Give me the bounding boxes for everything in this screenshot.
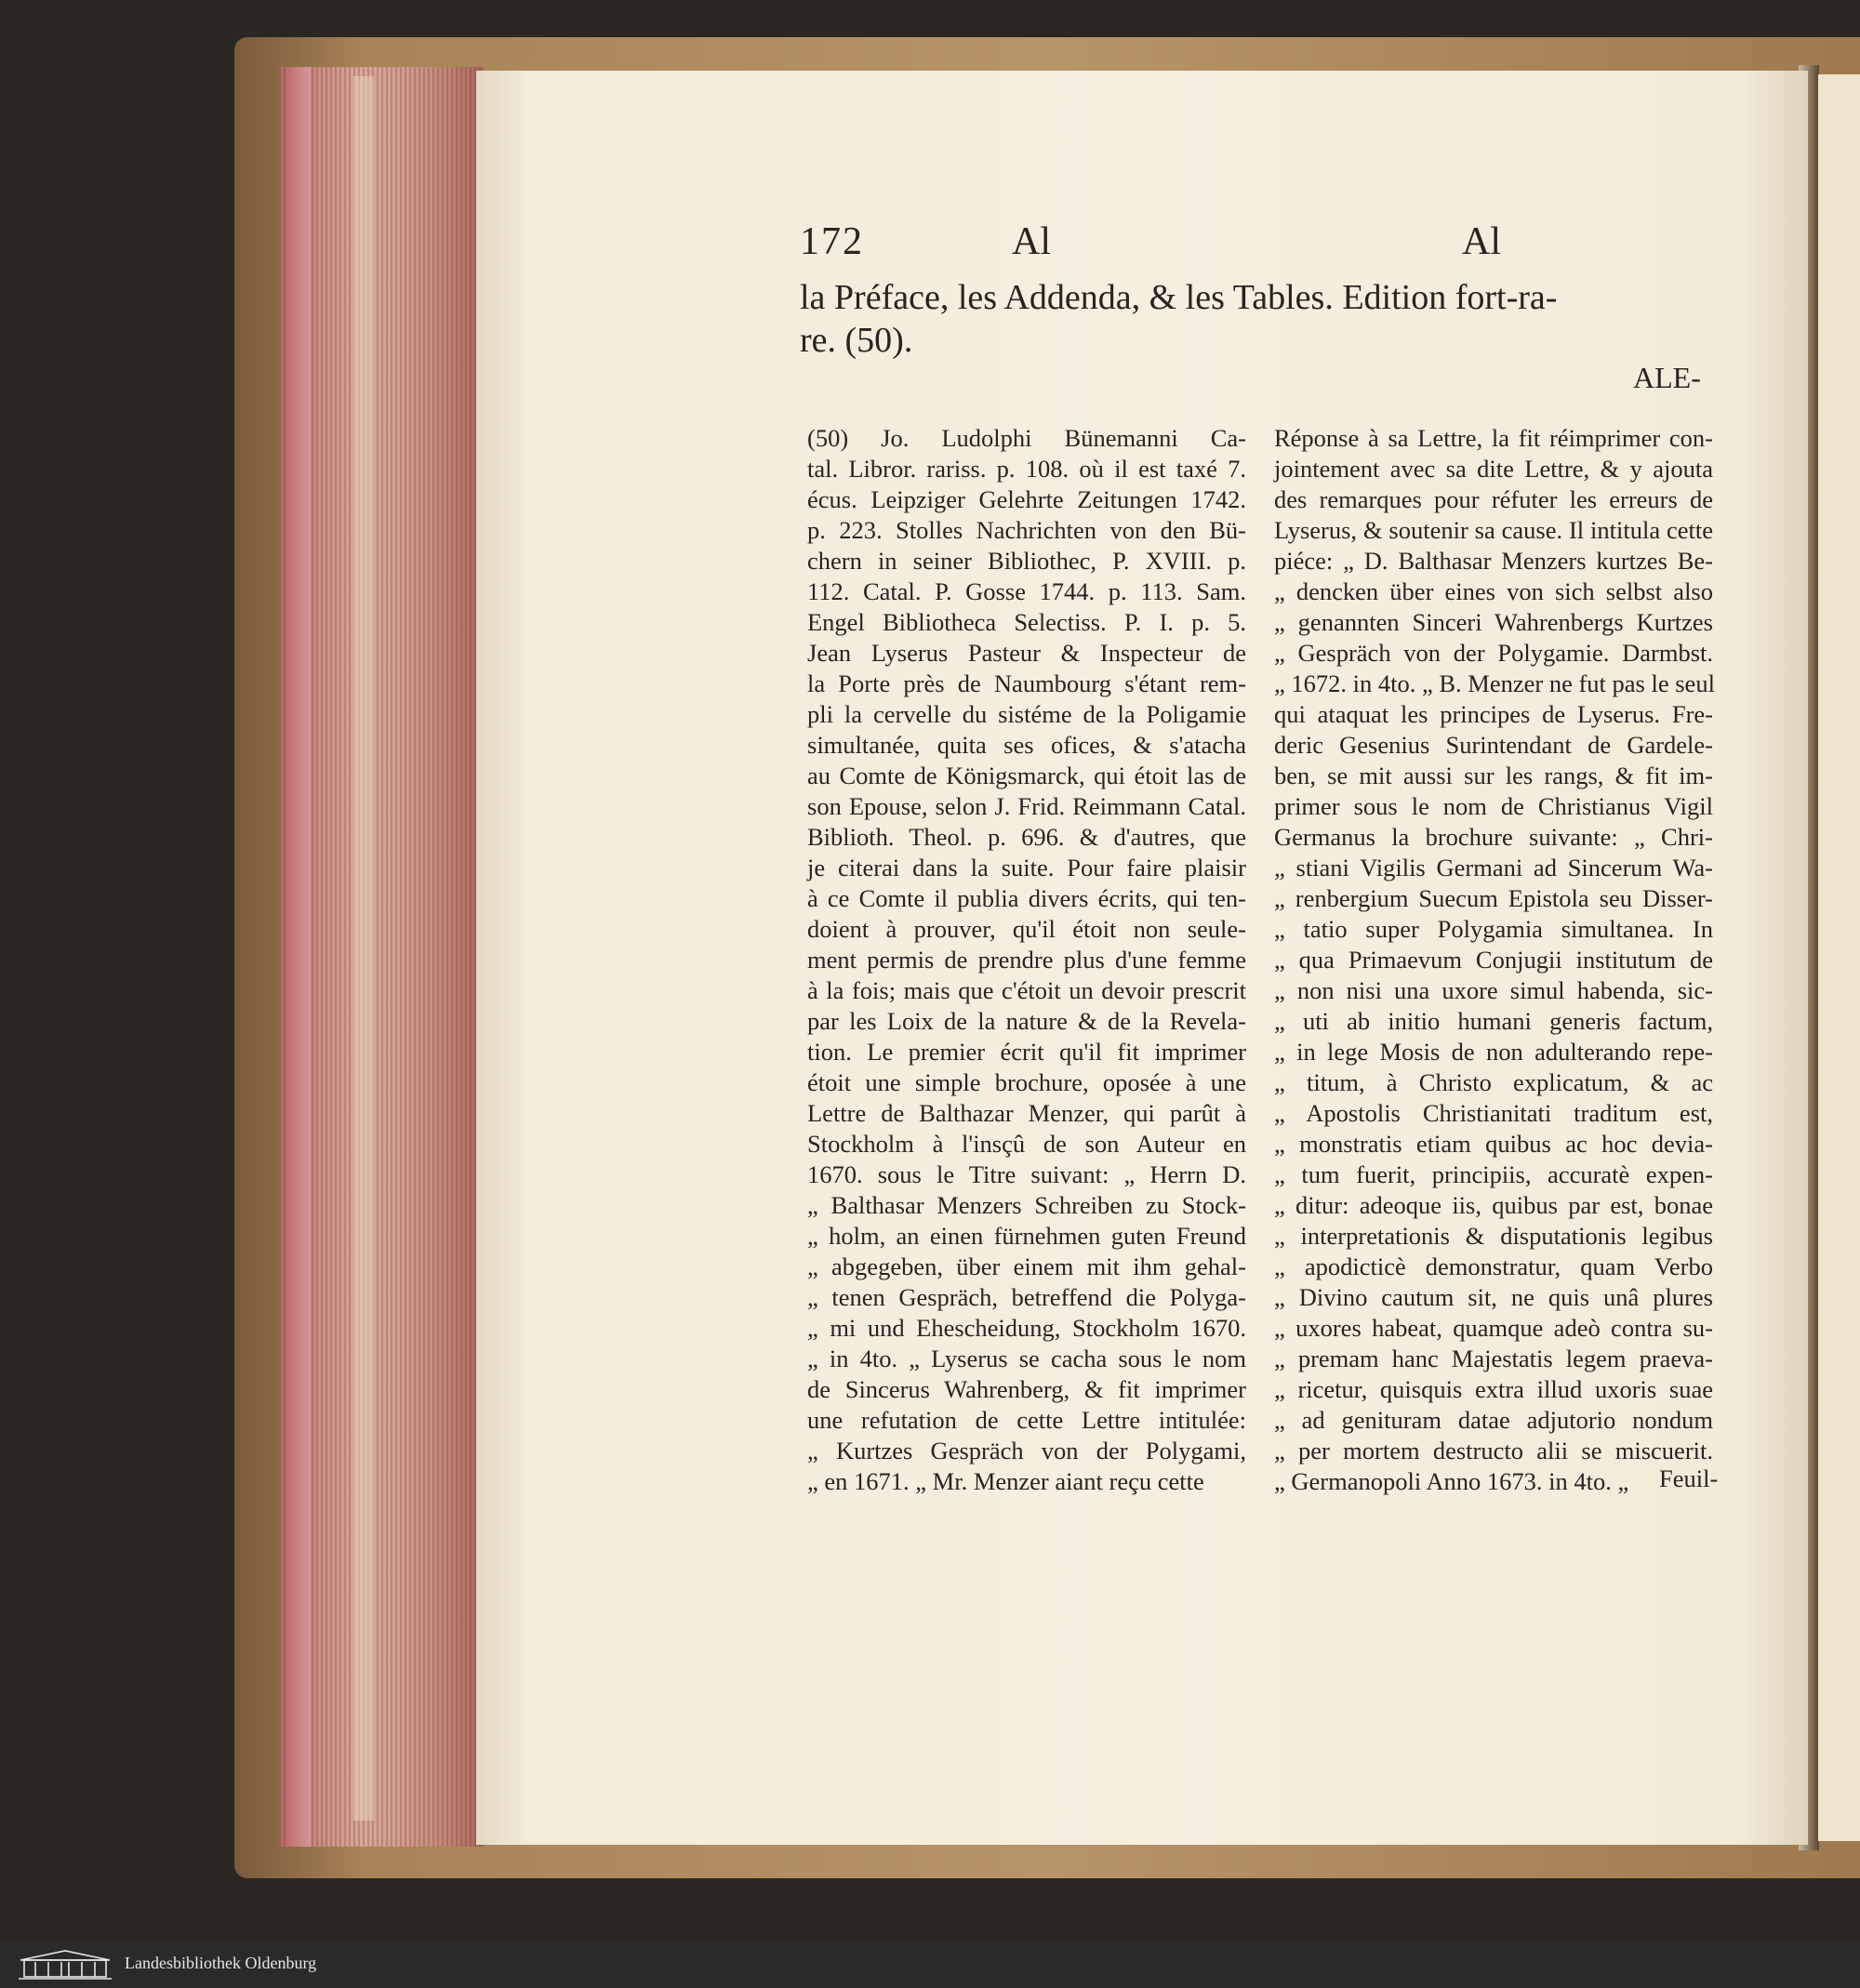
right-column-line: Germanus la brochure suivante: „ Chri- [1274, 823, 1713, 851]
left-column-line: écus. Leipziger Gelehrte Zeitungen 1742. [807, 485, 1246, 513]
left-column-line: au Comte de Königsmarck, qui étoit las de [807, 762, 1246, 789]
right-column-line: „ Apostolis Christianitati traditum est, [1274, 1099, 1713, 1127]
left-column-line: simultanée, quita ses ofices, & s'atacha [807, 731, 1246, 759]
right-column-line: jointement avec sa dite Lettre, & y ajouta [1274, 455, 1713, 483]
left-column-line: „ mi und Ehescheidung, Stockholm 1670. [807, 1314, 1246, 1342]
right-column-line: „ non nisi una uxore simul habenda, sic- [1274, 976, 1713, 1004]
left-column-line: „ abgegeben, über einem mit ihm gehal- [807, 1252, 1246, 1280]
left-column-line: à la fois; mais que c'étoit un devoir prescrit [807, 976, 1246, 1004]
top-text-line-2: re. (50). [800, 321, 913, 360]
right-column-line: „ renbergium Suecum Epistola seu Disser- [1274, 884, 1713, 912]
right-column-line: deric Gesenius Surintendant de Gardele- [1274, 731, 1713, 759]
left-column-line: „ tenen Gespräch, betreffend die Polyga- [807, 1283, 1246, 1311]
right-column-line: „ qua Primaevum Conjugii institutum de [1274, 946, 1713, 974]
left-column-line: chern in seiner Bibliothec, P. XVIII. p. [807, 547, 1246, 575]
left-column-line: „ en 1671. „ Mr. Menzer aiant reçu cette [807, 1467, 1204, 1495]
left-column-line: la Porte près de Naumbourg s'étant rem- [807, 669, 1246, 697]
right-column-line: „ Germanopoli Anno 1673. in 4to. „ [1274, 1467, 1629, 1495]
right-column-line: ben, se mit aussi sur les rangs, & fit im- [1274, 762, 1713, 789]
right-column-line: „ dencken über eines von sich selbst also [1274, 577, 1713, 605]
right-column-line: „ genannten Sinceri Wahrenbergs Kurtzes [1274, 608, 1713, 636]
right-column-line: „ 1672. in 4to. „ B. Menzer ne fut pas le seul [1274, 669, 1715, 697]
left-column-line: „ in 4to. „ Lyserus se cacha sous le nom [807, 1345, 1246, 1372]
catchword-bottom: Feuil- [1659, 1464, 1719, 1492]
left-column-line: Biblioth. Theol. p. 696. & d'autres, que [807, 823, 1246, 851]
left-column-line: tion. Le premier écrit qu'il fit imprimer [807, 1038, 1246, 1066]
library-footer [0, 1942, 1860, 1988]
left-column-line: „ holm, an einen fürnehmen guten Freund [807, 1222, 1246, 1250]
left-column-line: je citerai dans la suite. Pour faire plaisir [807, 854, 1246, 881]
left-column-line: son Epouse, selon J. Frid. Reimmann Catal. [807, 792, 1246, 820]
right-column-line: qui ataquat les principes de Lyserus. Fre- [1274, 700, 1713, 728]
left-column-line: „ Kurtzes Gespräch von der Polygami, [807, 1437, 1246, 1464]
page-number: 172 [800, 220, 864, 263]
left-column-line: pli la cervelle du sistéme de la Poligamie [807, 700, 1246, 728]
right-column-line: „ stiani Vigilis Germani ad Sincerum Wa- [1274, 854, 1713, 881]
left-column-line: étoit une simple brochure, oposée à une [807, 1068, 1246, 1096]
right-column-line: „ uti ab initio humani generis factum, [1274, 1007, 1713, 1035]
left-column-line: à ce Comte il publia divers écrits, qui ten- [807, 884, 1246, 912]
running-head-left: Al [1012, 220, 1051, 263]
right-column-line: „ per mortem destructo alii se miscuerit. [1274, 1437, 1713, 1464]
right-column-line: „ interpretationis & disputationis legibus [1274, 1222, 1713, 1250]
right-column-line: „ titum, à Christo explicatum, & ac [1274, 1068, 1713, 1096]
right-column-line: „ in lege Mosis de non adulterando repe- [1274, 1038, 1713, 1066]
left-column-line: tal. Libror. rariss. p. 108. où il est taxé 7. [807, 455, 1246, 483]
left-column-line: doient à prouver, qu'il étoit non seule- [807, 915, 1246, 943]
facing-page-edge [1815, 74, 1860, 1841]
footnote-column-left [807, 423, 1246, 1497]
right-column-line: Lyserus, & soutenir sa cause. Il intitula cette [1274, 516, 1713, 544]
right-column-line: „ premam hanc Majestatis legem praeva- [1274, 1345, 1713, 1372]
left-column-line: p. 223. Stolles Nachrichten von den Bü- [807, 516, 1246, 544]
left-column-line: de Sincerus Wahrenberg, & fit imprimer [807, 1375, 1246, 1403]
left-column-line: Jean Lyserus Pasteur & Inspecteur de [807, 639, 1246, 667]
right-column-line: „ monstratis etiam quibus ac hoc devia- [1274, 1130, 1713, 1158]
right-column-line: „ tatio super Polygamia simultanea. In [1274, 915, 1713, 943]
right-column-line: „ apodicticè demonstratur, quam Verbo [1274, 1252, 1713, 1280]
right-column-line: Réponse à sa Lettre, la fit réimprimer con- [1274, 424, 1713, 452]
right-column-line: „ Divino cautum sit, ne quis unâ plures [1274, 1283, 1713, 1311]
left-column-line: (50) Jo. Ludolphi Bünemanni Ca- [807, 424, 1246, 452]
catchword-top: ALE- [1633, 361, 1701, 394]
right-column-line: „ ricetur, quisquis extra illud uxoris suae [1274, 1375, 1713, 1403]
left-column-line: Stockholm à l'insçû de son Auteur en [807, 1130, 1246, 1158]
library-building-icon [17, 1949, 113, 1981]
left-column-line: une refutation de cette Lettre intitulée: [807, 1406, 1246, 1434]
page-edges [279, 67, 484, 1847]
right-column-line: „ uxores habeat, quamque adeò contra su- [1274, 1314, 1713, 1342]
right-column-line: piéce: „ D. Balthasar Menzers kurtzes Be- [1274, 547, 1713, 575]
left-column-line: 112. Catal. P. Gosse 1744. p. 113. Sam. [807, 577, 1246, 605]
right-column-line: des remarques pour réfuter les erreurs de [1274, 485, 1713, 513]
running-head-right: Al [1462, 220, 1501, 263]
left-column-line: ment permis de prendre plus d'une femme [807, 946, 1246, 974]
left-column-line: „ Balthasar Menzers Schreiben zu Stock- [807, 1191, 1246, 1219]
right-column-line: „ ditur: adeoque iis, quibus par est, bonae [1274, 1191, 1713, 1219]
right-column-line: „ ad genituram datae adjutorio nondum [1274, 1406, 1713, 1434]
left-column-line: 1670. sous le Titre suivant: „ Herrn D. [807, 1160, 1246, 1188]
left-column-line: Engel Bibliotheca Selectiss. P. I. p. 5. [807, 608, 1246, 636]
left-column-line: par les Loix de la nature & de la Revela- [807, 1007, 1246, 1035]
library-name: Landesbibliothek Oldenburg [125, 1954, 317, 1972]
right-column-line: „ Gespräch von der Polygamie. Darmbst. [1274, 639, 1713, 667]
right-column-line: „ tum fuerit, principiis, accuratè expen- [1274, 1160, 1713, 1188]
top-text-line-1: la Préface, les Addenda, & les Tables. Edition fort-ra- [800, 278, 1558, 317]
footnote-column-right [1274, 423, 1713, 1497]
left-column-line: Lettre de Balthazar Menzer, qui parût à [807, 1099, 1246, 1127]
right-column-line: primer sous le nom de Christianus Vigil [1274, 792, 1713, 820]
